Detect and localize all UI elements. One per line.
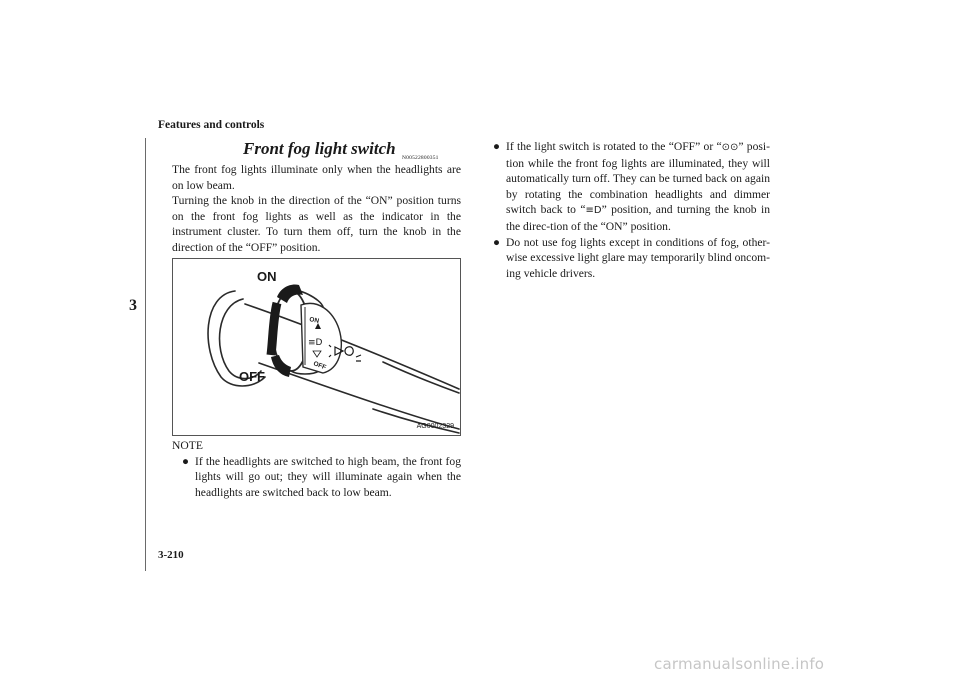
body-paragraph: The front fog lights illuminate only when the headlights are on low beam. bbox=[172, 163, 461, 192]
bullet-item bbox=[493, 235, 770, 282]
figure-code: AG0002329 bbox=[416, 423, 454, 430]
headlight-symbol-icon: ≡D bbox=[585, 205, 602, 217]
on-position-label: ON bbox=[257, 269, 277, 284]
note-text: If the headlights are switched to high beam, the front fog lights will go out; they will illuminate again when the headlights are switched back to low beam. bbox=[195, 454, 461, 499]
bullet-icon: ● bbox=[493, 140, 501, 153]
chapter-number: 3 bbox=[129, 297, 137, 314]
bullet-icon: ● bbox=[493, 235, 501, 249]
bullet-text: Do not use fog lights except in conditions of fog, other-wise excessive light glare may temporarily blind oncom-ing vehicle drivers. bbox=[506, 235, 770, 280]
page-header: Features and controls bbox=[158, 119, 265, 131]
bullet-text-part: If the light switch is rotated to the “OFF” or “ bbox=[506, 140, 722, 153]
bullet-text-part: ” position, and turning the knob in the direc-tion of the “ON” position. bbox=[506, 203, 770, 233]
fog-switch-figure bbox=[172, 258, 461, 436]
knob-on-marking: ON bbox=[308, 316, 320, 325]
note-block bbox=[172, 438, 461, 500]
right-column bbox=[493, 139, 770, 281]
note-item bbox=[182, 454, 461, 501]
off-position-label: OFF bbox=[239, 369, 265, 384]
chapter-tab bbox=[0, 138, 146, 571]
fog-switch-illustration bbox=[173, 259, 461, 436]
svg-text:≡D: ≡D bbox=[308, 338, 323, 348]
section-title: Front fog light switch bbox=[243, 139, 396, 158]
knob-off-marking: OFF bbox=[312, 360, 327, 372]
section-code: N00522800351 bbox=[402, 155, 439, 161]
page-number: 3-210 bbox=[158, 549, 184, 561]
bullet-icon: ● bbox=[182, 454, 190, 468]
note-label: NOTE bbox=[172, 439, 203, 452]
body-paragraph: Turning the knob in the direction of the “ON” position turns on the front fog lights as well as the indicator in the instrument cluster. To turn them off, turn the knob in the direction of the “OFF” position. bbox=[172, 194, 461, 254]
watermark: carmanualsonline.info bbox=[654, 655, 825, 673]
bullet-item bbox=[493, 139, 770, 235]
bullet-text-part: ” posi-tion while the front fog lights are illuminated, they will automatically turn off. They can be turned back on again by rotating the combination headlights and dimmer switch back to “ bbox=[506, 140, 770, 217]
parking-light-symbol-icon: ⊙⊙ bbox=[721, 142, 739, 153]
